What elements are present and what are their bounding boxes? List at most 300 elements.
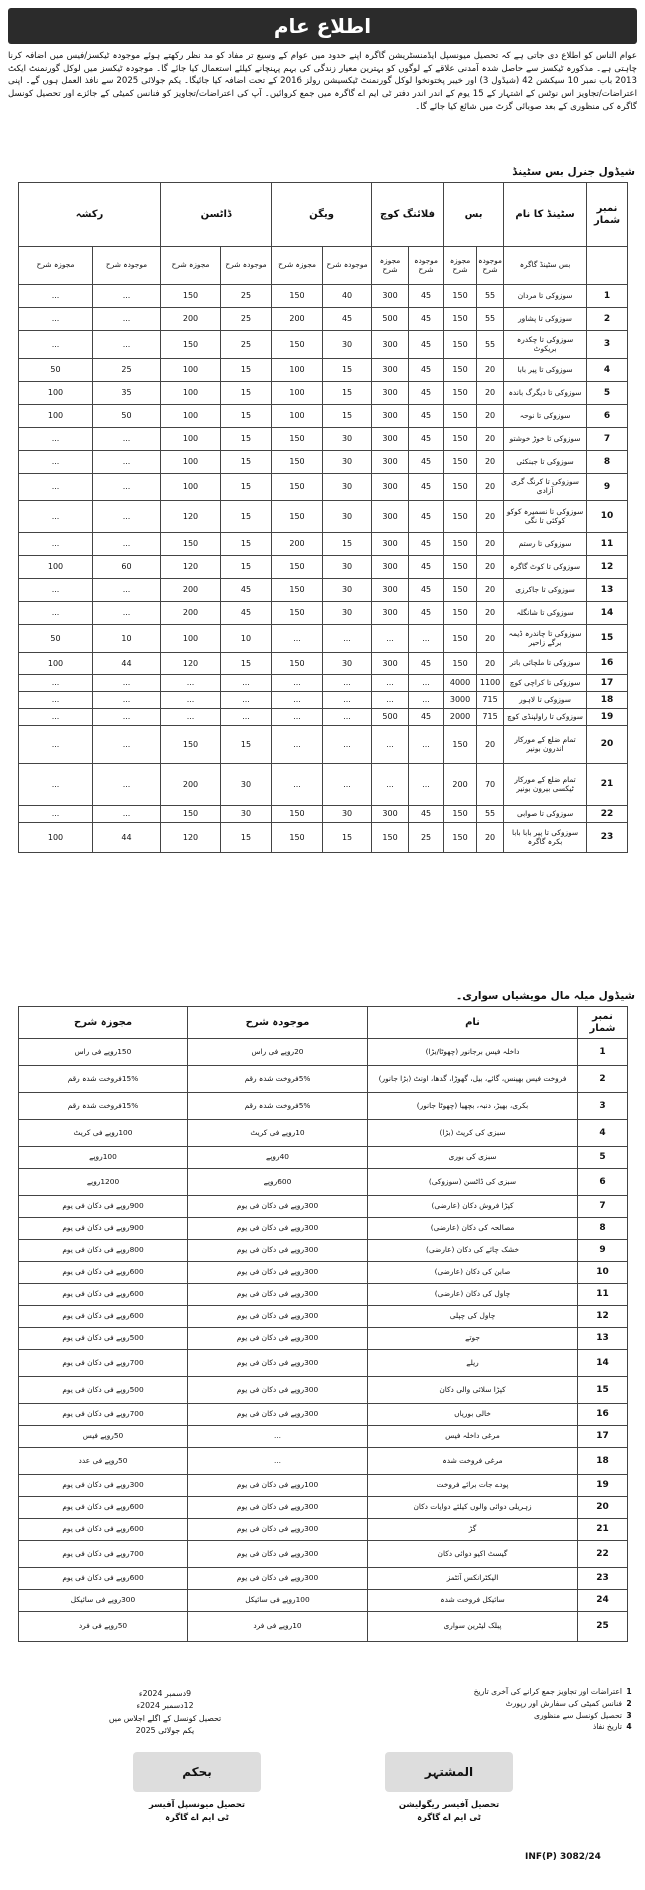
rate-cell: 2000 (444, 709, 477, 726)
col-header-no: نمبر شمار (578, 1007, 628, 1039)
rate-cell: 150 (272, 285, 323, 308)
rate-cell: 150 (272, 331, 323, 359)
proposed-rate: 15%فروخت شدہ رقم (19, 1093, 188, 1120)
rate-cell: ... (161, 692, 221, 709)
table-row (19, 1147, 628, 1169)
route-name: سوزوکی تا چاندرہ ڈیمہ برگے زاحیر (504, 625, 587, 653)
route-name: سوزوکی تا خوڑ خوشتو (504, 428, 587, 451)
row-number: 14 (587, 602, 628, 625)
rate-cell: 15 (323, 533, 372, 556)
empty-cell (587, 247, 628, 285)
proposed-rate: 150روپے فی راس (19, 1039, 188, 1066)
table-row (19, 1218, 628, 1240)
table-row (19, 579, 628, 602)
rate-cell: 15 (221, 428, 272, 451)
rate-cell: ... (19, 675, 93, 692)
rate-cell: 10 (221, 625, 272, 653)
rate-cell: ... (93, 675, 161, 692)
rate-cell: ... (272, 764, 323, 806)
current-rate: 300روپے فی دکان فی یوم (188, 1519, 368, 1541)
rate-cell: 15 (323, 382, 372, 405)
row-number: 12 (578, 1306, 628, 1328)
table-row (19, 533, 628, 556)
rate-cell: 150 (444, 823, 477, 853)
rate-cell: 45 (323, 308, 372, 331)
route-name: سوزوکی تا ملچائی باتر (504, 653, 587, 675)
rate-cell: 150 (444, 579, 477, 602)
table-row (19, 1328, 628, 1350)
proposed-rate: 15%فروخت شدہ رقم (19, 1066, 188, 1093)
rate-cell: 100 (161, 451, 221, 474)
current-rate: ... (188, 1426, 368, 1448)
rate-cell: 15 (221, 653, 272, 675)
item-name: کپڑا سلائی والی دکان (368, 1377, 578, 1404)
rate-cell: 300 (372, 806, 409, 823)
rate-cell: 100 (161, 625, 221, 653)
route-name: سوزوکی تا نوحہ (504, 405, 587, 428)
rate-cell: ... (323, 692, 372, 709)
table-row (19, 1568, 628, 1590)
row-number: 23 (578, 1568, 628, 1590)
date-1: 9دسمبر 2024ء (138, 1689, 192, 1698)
table-row (19, 823, 628, 853)
rate-cell: 150 (272, 579, 323, 602)
current-rate: 5%فروخت شدہ رقم (188, 1093, 368, 1120)
rate-cell: 45 (221, 579, 272, 602)
rate-cell: 55 (477, 331, 504, 359)
proposed-rate: 600روپے فی دکان فی یوم (19, 1306, 188, 1328)
proposed-rate: 100روپے فی کریٹ (19, 1120, 188, 1147)
row-number: 20 (578, 1497, 628, 1519)
rate-cell: 150 (444, 285, 477, 308)
table-row (19, 1196, 628, 1218)
rate-cell: 715 (477, 692, 504, 709)
rate-cell: 100 (272, 382, 323, 405)
rate-cell: 40 (323, 285, 372, 308)
proposed-rate: 50روپے فی عدد (19, 1448, 188, 1475)
route-name: سوزوکی تا رستم (504, 533, 587, 556)
rate-cell: ... (19, 285, 93, 308)
rate-cell: ... (372, 625, 409, 653)
rate-cell: 150 (444, 359, 477, 382)
row-number: 17 (578, 1426, 628, 1448)
col-header-name: نام (368, 1007, 578, 1039)
rate-cell: 300 (372, 451, 409, 474)
rate-cell: 15 (221, 451, 272, 474)
item-name: بکری، بھیڑ، دنبہ، بچھیا (چھوٹا جانور) (368, 1093, 578, 1120)
rate-cell: ... (372, 692, 409, 709)
row-number: 24 (578, 1590, 628, 1612)
rate-cell: 20 (477, 474, 504, 501)
item-name: سائیکل فروخت شدہ (368, 1590, 578, 1612)
rate-cell: 45 (409, 533, 444, 556)
rate-cell: ... (272, 692, 323, 709)
bus-stand-schedule-title: شیڈول جنرل بس سٹینڈ (512, 166, 635, 178)
note-row: 2 فنانس کمیٹی کی سفارش اور رپورٹ (505, 1698, 632, 1708)
item-name: داخلہ فیس برجانور (چھوٹا/بڑا) (368, 1039, 578, 1066)
rate-cell: 150 (444, 382, 477, 405)
rate-cell: 150 (161, 726, 221, 764)
schedule-notes (330, 1686, 636, 1733)
rate-cell: 120 (161, 501, 221, 533)
rate-cell: 300 (372, 382, 409, 405)
rate-cell: ... (93, 533, 161, 556)
rate-cell: 15 (221, 501, 272, 533)
table-row (19, 1262, 628, 1284)
route-name: سوزوکی تا پیر بابا (504, 359, 587, 382)
rate-cell: ... (93, 709, 161, 726)
rate-cell: 45 (409, 579, 444, 602)
rate-cell: 150 (272, 602, 323, 625)
col-header-proposed-rate: مجوزہ شرح (19, 1007, 188, 1039)
table-row (19, 1284, 628, 1306)
rate-cell: 20 (477, 602, 504, 625)
route-name: سوزوکی تا جاکرزی (504, 579, 587, 602)
proposed-rate: 500روپے فی دکان فی یوم (19, 1328, 188, 1350)
row-number: 2 (587, 308, 628, 331)
rate-cell: ... (19, 428, 93, 451)
current-rate: 300روپے فی دکان فی یوم (188, 1377, 368, 1404)
rate-cell: ... (93, 428, 161, 451)
rate-cell: 300 (372, 579, 409, 602)
item-name: فروخت فیس بھینس، گائے، بیل، گھوڑا، گدھا، اونٹ (بڑا جانور) (368, 1066, 578, 1093)
item-name: گیسٹ اکیو دوائی دکان (368, 1541, 578, 1568)
rate-cell: ... (93, 451, 161, 474)
rate-cell: 15 (221, 382, 272, 405)
rate-cell: 45 (409, 653, 444, 675)
table-row (19, 764, 628, 806)
notice-title: اطلاع عام (8, 8, 637, 44)
rate-cell: 25 (221, 285, 272, 308)
rate-cell: 45 (409, 709, 444, 726)
table-row (19, 331, 628, 359)
current-rate-header: موجودہ شرح (221, 247, 272, 285)
current-rate-header: موجودہ شرح (409, 247, 444, 285)
rate-cell: ... (272, 625, 323, 653)
rate-cell: 20 (477, 823, 504, 853)
table-row (19, 1350, 628, 1377)
rate-cell: 300 (372, 501, 409, 533)
rate-cell: 300 (372, 653, 409, 675)
rate-cell: 45 (221, 602, 272, 625)
rate-cell: ... (19, 308, 93, 331)
rate-cell: 150 (161, 331, 221, 359)
rate-cell: 50 (19, 625, 93, 653)
proposed-rate-header: مجوزہ شرح (161, 247, 221, 285)
table-row (19, 285, 628, 308)
rate-cell: 150 (161, 533, 221, 556)
rate-cell: ... (409, 764, 444, 806)
col-header-bus: بس (444, 183, 504, 247)
rate-cell: ... (323, 709, 372, 726)
rate-cell: 30 (323, 806, 372, 823)
rate-cell: 45 (409, 602, 444, 625)
item-name: ریلے (368, 1350, 578, 1377)
rate-cell: 44 (93, 653, 161, 675)
rate-cell: 100 (19, 653, 93, 675)
current-rate: 300روپے فی دکان فی یوم (188, 1262, 368, 1284)
row-number: 4 (578, 1120, 628, 1147)
route-name: سوزوکی تا صوابی (504, 806, 587, 823)
rate-cell: ... (93, 308, 161, 331)
rate-cell: 300 (372, 331, 409, 359)
rate-cell: 55 (477, 285, 504, 308)
signatory-right: تحصیل آفیسر ریگولیشن ٹی ایم اے گاگرہ (398, 1799, 500, 1822)
rate-cell: 45 (409, 556, 444, 579)
rate-cell: 15 (323, 405, 372, 428)
rate-cell: 150 (444, 625, 477, 653)
rate-cell: 35 (93, 382, 161, 405)
order-box: بحکم (133, 1752, 261, 1792)
table-row (19, 501, 628, 533)
rate-cell: 50 (93, 405, 161, 428)
item-name: صابن کی دکان (عارضی) (368, 1262, 578, 1284)
rate-cell: 15 (323, 359, 372, 382)
current-rate-header: موجودہ شرح (93, 247, 161, 285)
row-number: 8 (587, 451, 628, 474)
rate-cell: ... (221, 675, 272, 692)
rate-cell: ... (323, 764, 372, 806)
rate-cell: 100 (161, 405, 221, 428)
rate-cell: 30 (323, 331, 372, 359)
proposed-rate: 700روپے فی دکان فی یوم (19, 1350, 188, 1377)
rate-cell: 30 (323, 428, 372, 451)
route-name: سوزوکی تا پشاور (504, 308, 587, 331)
current-rate: 300روپے فی دکان فی یوم (188, 1284, 368, 1306)
table-row (19, 474, 628, 501)
rate-cell: 200 (444, 764, 477, 806)
rate-cell: 4000 (444, 675, 477, 692)
table-row (19, 1120, 628, 1147)
rate-cell: ... (409, 675, 444, 692)
rate-cell: 300 (372, 428, 409, 451)
rate-cell: 15 (323, 823, 372, 853)
rate-cell: 20 (477, 533, 504, 556)
rate-cell: ... (93, 579, 161, 602)
rate-cell: 45 (409, 428, 444, 451)
rate-cell: 100 (19, 823, 93, 853)
item-name: سبزی کی کریٹ (بڑا) (368, 1120, 578, 1147)
rate-cell: 55 (477, 806, 504, 823)
rate-cell: 60 (93, 556, 161, 579)
rate-cell: ... (93, 764, 161, 806)
row-number: 3 (578, 1093, 628, 1120)
rate-cell: ... (19, 692, 93, 709)
current-rate-header: موجودہ شرح (477, 247, 504, 285)
rate-cell: 45 (409, 308, 444, 331)
proposed-rate: 600روپے فی دکان فی یوم (19, 1284, 188, 1306)
row-number: 23 (587, 823, 628, 853)
rate-cell: 55 (477, 308, 504, 331)
rate-cell: 45 (409, 405, 444, 428)
table-row (19, 1404, 628, 1426)
route-name: سوزوکی تا دیگرگ باندہ (504, 382, 587, 405)
table-row (19, 1306, 628, 1328)
rate-cell: ... (272, 675, 323, 692)
proposed-rate: 600روپے فی دکان فی یوم (19, 1497, 188, 1519)
rate-cell: 200 (161, 764, 221, 806)
proposed-rate: 600روپے فی دکان فی یوم (19, 1262, 188, 1284)
rate-cell: 20 (477, 653, 504, 675)
rate-cell: ... (323, 675, 372, 692)
rate-cell: 300 (372, 359, 409, 382)
route-name: سوزوکی تا کراچی کوچ (504, 675, 587, 692)
rate-cell: ... (93, 726, 161, 764)
proposed-rate: 300روپے فی دکان فی یوم (19, 1475, 188, 1497)
rate-cell: 150 (444, 451, 477, 474)
rate-cell: ... (161, 675, 221, 692)
row-number: 7 (578, 1196, 628, 1218)
table-row (19, 556, 628, 579)
table-row (19, 1039, 628, 1066)
rate-cell: 150 (272, 428, 323, 451)
schedule-dates (80, 1688, 250, 1738)
rate-cell: ... (93, 602, 161, 625)
current-rate: 300روپے فی دکان فی یوم (188, 1328, 368, 1350)
rate-cell: ... (19, 709, 93, 726)
rate-cell: 15 (221, 405, 272, 428)
route-name: سوزوکی تا نسمیرہ کوکو کوکئی تا نگی (504, 501, 587, 533)
table-row (19, 1066, 628, 1093)
row-number: 21 (578, 1519, 628, 1541)
rate-cell: ... (19, 501, 93, 533)
rate-cell: 300 (372, 285, 409, 308)
rate-cell: 15 (221, 474, 272, 501)
rate-cell: 3000 (444, 692, 477, 709)
current-rate: 20روپے فی راس (188, 1039, 368, 1066)
current-rate: 600روپے (188, 1169, 368, 1196)
rate-cell: ... (272, 726, 323, 764)
rate-cell: 30 (323, 579, 372, 602)
rate-cell: 45 (409, 359, 444, 382)
rate-cell: 100 (161, 474, 221, 501)
rate-cell: ... (409, 692, 444, 709)
table-row (19, 692, 628, 709)
table-row (19, 1519, 628, 1541)
rate-cell: ... (19, 451, 93, 474)
route-name: سوزوکی تا جبنکئی (504, 451, 587, 474)
rate-cell: 150 (444, 602, 477, 625)
row-number: 25 (578, 1612, 628, 1642)
col-header-stand: سٹینڈ کا نام (504, 183, 587, 247)
rate-cell: ... (19, 602, 93, 625)
rate-cell: 150 (444, 556, 477, 579)
row-number: 2 (578, 1066, 628, 1093)
col-header-coach: فلائنگ کوچ (372, 183, 444, 247)
item-name: سبزی کی بوری (368, 1147, 578, 1169)
rate-cell: 25 (221, 308, 272, 331)
table-row (19, 1240, 628, 1262)
table-row (19, 1377, 628, 1404)
rate-cell: 100 (272, 359, 323, 382)
rate-cell: 45 (409, 474, 444, 501)
row-number: 10 (578, 1262, 628, 1284)
rate-cell: ... (19, 764, 93, 806)
rate-cell: 45 (409, 285, 444, 308)
table-row (19, 405, 628, 428)
rate-cell: 100 (19, 556, 93, 579)
rate-cell: 150 (444, 653, 477, 675)
table-row (19, 675, 628, 692)
rate-cell: 200 (161, 308, 221, 331)
rate-cell: ... (372, 764, 409, 806)
proposed-rate-header: مجوزہ شرح (444, 247, 477, 285)
row-number: 9 (587, 474, 628, 501)
row-number: 12 (587, 556, 628, 579)
item-name: مرغی داخلہ فیس (368, 1426, 578, 1448)
table-row (19, 1497, 628, 1519)
proposed-rate: 600روپے فی دکان فی یوم (19, 1568, 188, 1590)
current-rate: 300روپے فی دکان فی یوم (188, 1497, 368, 1519)
row-number: 14 (578, 1350, 628, 1377)
table-row (19, 709, 628, 726)
rate-cell: 30 (221, 806, 272, 823)
reference-number: INF(P) 3082/24 (525, 1852, 601, 1862)
rate-cell: 45 (409, 501, 444, 533)
current-rate: 300روپے فی دکان فی یوم (188, 1541, 368, 1568)
proposed-rate: 50روپے فی فرد (19, 1612, 188, 1642)
rate-cell: ... (19, 579, 93, 602)
route-name: سوزوکی تا کوٹ گاگرہ (504, 556, 587, 579)
current-rate: 300روپے فی دکان فی یوم (188, 1404, 368, 1426)
note-row: 3 تحصیل کونسل سے منظوری (534, 1710, 632, 1720)
rate-cell: 20 (477, 501, 504, 533)
current-rate: 100روپے فی سائیکل (188, 1590, 368, 1612)
rate-cell: 30 (323, 602, 372, 625)
item-name: خشک چائے کی دکان (عارضی) (368, 1240, 578, 1262)
col-header-datsun: ڈاٹسن (161, 183, 272, 247)
rate-cell: 200 (161, 602, 221, 625)
route-name: سوزوکی تا مردان (504, 285, 587, 308)
row-number: 21 (587, 764, 628, 806)
advertiser-box: المشتہر (385, 1752, 513, 1792)
rate-cell: 150 (272, 451, 323, 474)
proposed-rate: 1200روپے (19, 1169, 188, 1196)
item-name: کپڑا فروش دکان (عارضی) (368, 1196, 578, 1218)
proposed-rate: 700روپے فی دکان فی یوم (19, 1541, 188, 1568)
route-name: سوزوکی تا کرنگ گری آزادی (504, 474, 587, 501)
rate-cell: 150 (444, 405, 477, 428)
proposed-rate: 600روپے فی دکان فی یوم (19, 1519, 188, 1541)
row-number: 22 (578, 1541, 628, 1568)
rate-cell: 150 (444, 501, 477, 533)
rate-cell: ... (19, 331, 93, 359)
rate-cell: 200 (272, 308, 323, 331)
rate-cell: 150 (161, 806, 221, 823)
rate-cell: 1100 (477, 675, 504, 692)
rate-cell: 15 (221, 726, 272, 764)
table-row (19, 1590, 628, 1612)
item-name: خالی بوریاں (368, 1404, 578, 1426)
current-rate: 300روپے فی دکان فی یوم (188, 1568, 368, 1590)
rate-cell: 30 (323, 501, 372, 533)
item-name: زہریلی دوائی والوں کیلئے دوایات دکان (368, 1497, 578, 1519)
proposed-rate-header: مجوزہ شرح (272, 247, 323, 285)
current-rate: 10روپے فی فرد (188, 1612, 368, 1642)
row-number: 3 (587, 331, 628, 359)
table-row (19, 428, 628, 451)
rate-cell: ... (93, 692, 161, 709)
item-name: جوتے (368, 1328, 578, 1350)
rate-cell: ... (93, 806, 161, 823)
rate-cell: 150 (272, 653, 323, 675)
rate-cell: ... (19, 533, 93, 556)
item-name: پودے جات برائے فروخت (368, 1475, 578, 1497)
table-row (19, 1541, 628, 1568)
row-number: 11 (587, 533, 628, 556)
table-row (19, 806, 628, 823)
rate-cell: 30 (221, 764, 272, 806)
